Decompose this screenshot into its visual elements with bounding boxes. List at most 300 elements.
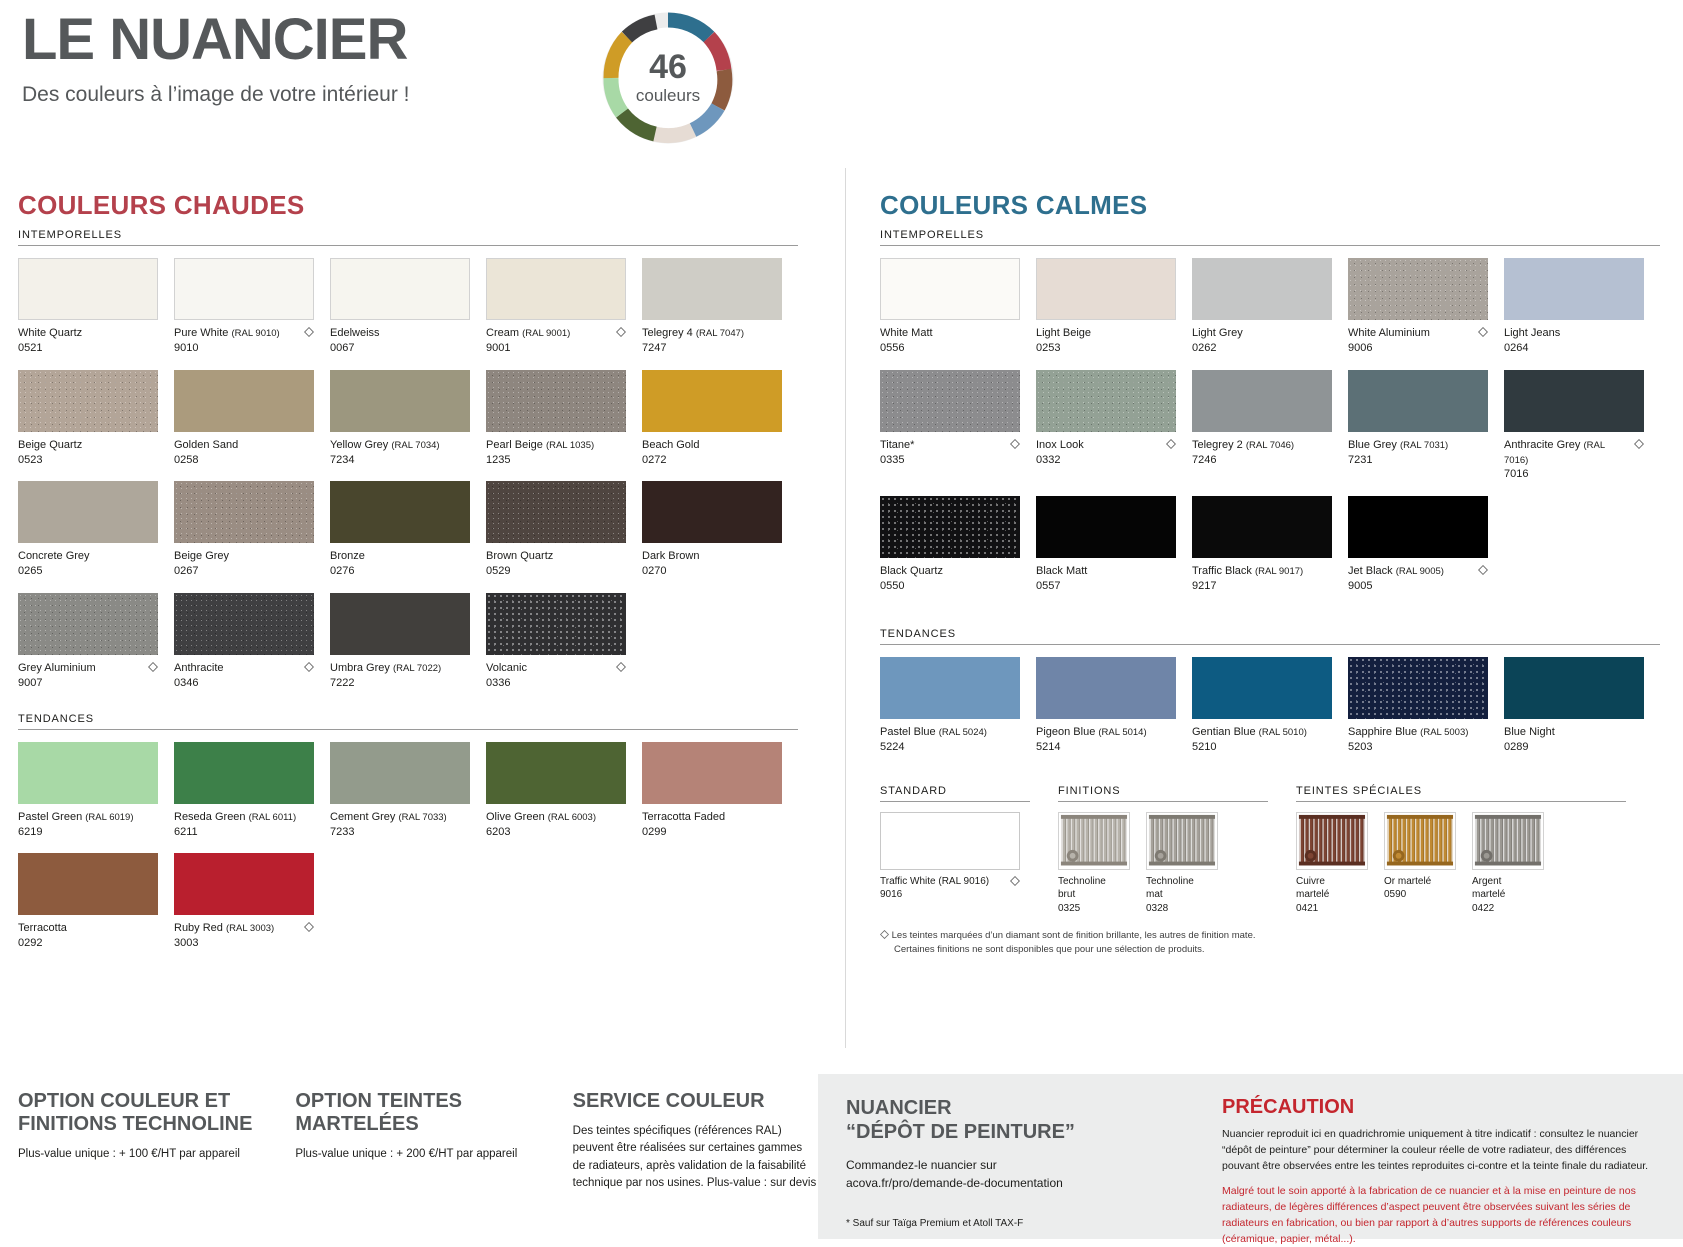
swatch-color	[1504, 258, 1644, 320]
swatch-code: 9001	[486, 341, 511, 354]
swatch-caption	[1192, 564, 1332, 594]
swatch-code: 0262	[1192, 341, 1217, 354]
swatch-caption	[18, 438, 158, 468]
swatch-name: Pastel Green	[18, 810, 83, 823]
swatch-name: Edelweiss	[330, 327, 380, 339]
swatch-caption	[330, 326, 470, 356]
footnote-line-1: Les teintes marquées d’un diamant sont de finition brillante, les autres de finition mate.	[891, 930, 1256, 942]
color-swatch	[486, 742, 626, 840]
bottom-grey-panel	[818, 1074, 1683, 1245]
swatch-caption	[1348, 564, 1488, 594]
color-swatch	[642, 742, 782, 840]
precaution-text-red: Malgré tout le soin apporté à la fabrication de ce nuancier et à la mise en peinture de nos radiateurs, de légères différences d’aspect peuvent être observées suivant les séries de radiateurs en fabrication, ou bien par rapport à d’autres supports de références couleurs (céramique, papier, métal...).	[1222, 1185, 1636, 1245]
swatch-code: 7016	[1504, 468, 1529, 481]
color-swatch	[1192, 370, 1332, 483]
swatch-color	[1058, 812, 1130, 870]
swatch-name: Anthracite	[174, 662, 224, 675]
standard-grid	[880, 812, 1030, 902]
option-colour-heading: OPTION COULEUR ET FINITIONS TECHNOLINE	[18, 1090, 253, 1135]
swatch-caption	[18, 921, 158, 951]
color-swatch	[1036, 496, 1176, 594]
swatch-color	[18, 481, 158, 543]
swatch-color	[642, 742, 782, 804]
swatch-ral: (RAL 5024)	[938, 726, 987, 738]
finish-swatch	[1146, 812, 1218, 916]
swatch-name: Yellow Grey	[330, 438, 389, 451]
swatch-color	[330, 481, 470, 543]
color-wheel-logo	[598, 8, 738, 148]
swatch-caption	[1192, 438, 1332, 468]
nuancier-heading-1: NUANCIER	[846, 1097, 952, 1119]
swatch-code: 0521	[18, 341, 43, 354]
standard-block	[880, 785, 1030, 916]
swatch-color	[174, 853, 314, 915]
swatch-color	[174, 593, 314, 655]
swatch-name: Beige Grey	[174, 550, 230, 563]
gloss-diamond-icon	[1010, 439, 1020, 449]
swatch-color	[18, 853, 158, 915]
swatch-name: Reseda Green	[174, 810, 246, 823]
swatch-caption	[1504, 326, 1644, 356]
option-hammered-text: Plus-value unique : + 200 €/HT par appareil	[295, 1148, 518, 1160]
swatch-ral: (RAL 9017)	[1254, 566, 1304, 578]
gloss-diamond-icon	[616, 662, 626, 672]
swatch-color	[1036, 370, 1176, 432]
finish-swatch	[1384, 812, 1456, 916]
swatch-code: 0422	[1472, 902, 1495, 914]
swatch-color	[880, 258, 1020, 320]
option-hammered-heading: OPTION TEINTES MARTELÉES	[295, 1090, 463, 1135]
swatch-color	[1504, 370, 1644, 432]
swatch-name: Bronze	[330, 550, 365, 563]
precaution-text: Nuancier reproduit ici en quadrichromie uniquement à titre indicatif : consultez le nuancier “dépôt de peinture” pour déterminer la couleur réelle de votre radiateur, des différences pouvant être observées entre les teintes reproduites ci-contre et la teinte finale du radiateur.	[1222, 1128, 1649, 1172]
color-swatch	[486, 481, 626, 579]
swatch-code: 5224	[880, 740, 905, 753]
color-swatch	[174, 853, 314, 951]
swatch-color	[1384, 812, 1456, 870]
swatch-color	[486, 481, 626, 543]
swatch-name: Technoline mat	[1146, 875, 1194, 901]
swatch-code: 7246	[1192, 453, 1217, 466]
color-swatch	[174, 370, 314, 468]
footnote-line-2: Certaines finitions ne sont disponibles que pour une sélection de produits.	[894, 944, 1205, 956]
swatch-name: Black Matt	[1036, 565, 1088, 578]
gloss-diamond-icon	[1478, 327, 1488, 337]
color-swatch	[1348, 370, 1488, 483]
swatch-code: 0421	[1296, 902, 1319, 914]
swatch-caption	[330, 438, 470, 468]
color-swatch	[880, 657, 1020, 755]
swatch-name: Light Beige	[1036, 327, 1092, 339]
swatch-code: 0556	[880, 341, 905, 354]
nuancier-heading-2: “DÉPÔT DE PEINTURE”	[846, 1121, 1075, 1143]
swatch-ral: (RAL 9010)	[231, 328, 280, 339]
option-colour-text: Plus-value unique : + 100 €/HT par appareil	[18, 1148, 240, 1160]
swatch-name: Umbra Grey	[330, 662, 390, 675]
warm-timeless-subhead	[18, 229, 798, 246]
swatch-code: 0276	[330, 565, 355, 578]
swatch-code: 9006	[1348, 341, 1373, 354]
finitions-title: FINITIONS	[1058, 785, 1268, 802]
swatch-caption	[880, 438, 1020, 468]
color-swatch	[1504, 370, 1644, 483]
swatch-code: 0325	[1058, 902, 1081, 914]
swatch-name: Beige Quartz	[18, 438, 83, 451]
swatch-ral: (RAL 5003)	[1420, 726, 1469, 738]
color-swatch	[642, 258, 782, 356]
warm-timeless-label: INTEMPORELLES	[18, 229, 130, 241]
swatch-caption	[174, 326, 314, 356]
swatch-caption	[1146, 875, 1218, 916]
swatch-code: 0292	[18, 937, 43, 950]
swatch-name: Telegrey 4	[642, 327, 693, 339]
swatch-caption	[18, 810, 158, 840]
swatch-code: 0336	[486, 676, 511, 689]
finish-swatch	[1472, 812, 1544, 916]
logo-count-label: couleurs	[635, 86, 701, 105]
swatch-name: Volcanic	[486, 662, 527, 675]
swatch-ral: (RAL 9001)	[522, 328, 571, 339]
swatch-name: Inox Look	[1036, 438, 1084, 451]
swatch-ral: (RAL 7046)	[1245, 439, 1295, 451]
color-swatch	[174, 742, 314, 840]
gloss-diamond-icon	[304, 327, 314, 337]
swatch-caption	[18, 661, 158, 691]
swatch-ral: (RAL 7047)	[695, 328, 745, 339]
swatch-color	[486, 742, 626, 804]
color-swatch	[330, 370, 470, 468]
swatch-color	[642, 370, 782, 432]
swatch-code: 0557	[1036, 580, 1061, 593]
swatch-caption	[486, 438, 626, 468]
swatch-name: White Quartz	[18, 327, 83, 339]
gloss-diamond-icon	[1478, 565, 1488, 575]
swatch-code: 0272	[642, 453, 667, 466]
page-title: LE NUANCIER	[22, 7, 408, 72]
swatch-name: Traffic Black	[1192, 565, 1252, 578]
calm-timeless-subhead	[880, 229, 1660, 246]
swatch-code: 0523	[18, 453, 43, 466]
swatch-name: Brown Quartz	[486, 550, 554, 563]
color-swatch	[18, 853, 158, 951]
swatch-color	[330, 742, 470, 804]
swatch-caption	[642, 438, 782, 468]
swatch-color	[1348, 657, 1488, 719]
teintes-speciales-grid	[1296, 812, 1626, 916]
swatch-code: 0335	[880, 453, 905, 466]
swatch-name: Black Quartz	[880, 565, 943, 578]
swatch-code: 0299	[642, 825, 667, 838]
swatch-caption	[18, 326, 158, 356]
swatch-code: 0264	[1504, 341, 1529, 354]
swatch-caption	[174, 810, 314, 840]
swatch-color	[1192, 370, 1332, 432]
swatch-ral: (RAL 7022)	[392, 663, 442, 675]
swatch-caption	[880, 875, 1020, 902]
swatch-ral: (RAL 7031)	[1399, 439, 1449, 451]
swatch-color	[1036, 496, 1176, 558]
color-swatch	[880, 258, 1020, 356]
swatch-code: 0253	[1036, 341, 1061, 354]
diamond-icon	[880, 930, 889, 939]
swatch-ral: (RAL 7034)	[391, 439, 440, 451]
swatch-ral: (RAL 6003)	[547, 811, 596, 823]
color-swatch	[642, 370, 782, 468]
swatch-name: Pastel Blue	[880, 725, 936, 738]
swatch-caption	[1504, 725, 1644, 755]
swatch-code: 0346	[174, 676, 199, 689]
radiator-icon	[1385, 813, 1455, 869]
warm-trends-label: TENDANCES	[18, 713, 102, 725]
swatch-color	[1146, 812, 1218, 870]
logo-count: 46	[649, 48, 687, 86]
standard-title: STANDARD	[880, 785, 1030, 802]
swatch-color	[1348, 370, 1488, 432]
swatch-caption	[174, 438, 314, 468]
finitions-grid	[1058, 812, 1268, 916]
swatch-caption	[486, 326, 626, 356]
nuancier-text-1: Commandez-le nuancier sur	[846, 1158, 997, 1172]
swatch-color	[1472, 812, 1544, 870]
swatch-color	[880, 496, 1020, 558]
swatch-color	[1504, 657, 1644, 719]
swatch-color	[1296, 812, 1368, 870]
swatch-code: 9005	[1348, 580, 1373, 593]
swatch-name: Olive Green	[486, 810, 545, 823]
swatch-code: 6219	[18, 825, 43, 838]
swatch-code: 0289	[1504, 740, 1529, 753]
swatch-code: 6203	[486, 825, 511, 838]
swatch-name: Titane*	[880, 438, 915, 451]
color-swatch	[1036, 258, 1176, 356]
swatch-caption	[1192, 326, 1332, 356]
color-swatch	[18, 370, 158, 468]
swatch-caption	[1036, 326, 1176, 356]
swatch-ral: (RAL 7033)	[398, 811, 447, 823]
calm-trends-grid	[880, 657, 1660, 769]
swatch-code: 9016	[880, 889, 903, 901]
calm-timeless-label: INTEMPORELLES	[880, 229, 992, 241]
precaution-block	[1222, 1096, 1657, 1247]
swatch-code: 7233	[330, 825, 355, 838]
warm-colors-section	[18, 190, 798, 965]
swatch-code: 9007	[18, 676, 43, 689]
color-swatch	[18, 593, 158, 691]
color-swatch	[486, 370, 626, 468]
service-couleur-heading: SERVICE COULEUR	[572, 1090, 765, 1112]
gloss-diamond-icon	[304, 662, 314, 672]
nuancier-order-block	[846, 1096, 1192, 1247]
swatch-color	[1192, 258, 1332, 320]
finish-swatch	[1058, 812, 1130, 916]
gloss-diamond-icon	[1634, 439, 1644, 449]
swatch-caption	[1036, 438, 1176, 468]
swatch-name: Blue Night	[1504, 725, 1555, 738]
swatch-code: 0258	[174, 453, 199, 466]
swatch-code: 0265	[18, 565, 43, 578]
logo-center	[618, 50, 718, 106]
color-swatch	[1036, 657, 1176, 755]
swatch-ral: (RAL 5010)	[1258, 726, 1307, 738]
swatch-name: Or martelé	[1384, 875, 1432, 887]
column-divider	[845, 168, 846, 1048]
swatch-caption	[642, 326, 782, 356]
swatch-color	[486, 593, 626, 655]
swatch-name: Anthracite Grey	[1504, 438, 1581, 451]
swatch-caption	[486, 549, 626, 579]
swatch-name: Cream	[486, 327, 520, 339]
swatch-color	[18, 370, 158, 432]
swatch-color	[1348, 258, 1488, 320]
swatch-code: 9217	[1192, 580, 1217, 593]
swatch-name: Telegrey 2	[1192, 438, 1243, 451]
color-swatch	[330, 742, 470, 840]
swatch-caption	[1472, 875, 1544, 916]
color-swatch	[174, 593, 314, 691]
swatch-name: Ruby Red	[174, 922, 223, 935]
swatch-caption	[1348, 725, 1488, 755]
swatch-name: Gentian Blue	[1192, 725, 1256, 738]
swatch-caption	[330, 549, 470, 579]
precaution-heading: PRÉCAUTION	[1222, 1096, 1355, 1118]
gloss-diamond-icon	[616, 327, 626, 337]
swatch-ral: (RAL 7016)	[1504, 439, 1605, 466]
swatch-name: Traffic White	[880, 875, 936, 887]
swatch-color	[1192, 496, 1332, 558]
calm-trends-label: TENDANCES	[880, 628, 964, 640]
swatch-code: 7234	[330, 453, 355, 466]
calm-trends-subhead	[880, 628, 1660, 645]
swatch-caption	[18, 549, 158, 579]
swatch-caption	[1504, 438, 1644, 483]
standard-swatch	[880, 812, 1020, 902]
swatch-code: 0590	[1384, 889, 1407, 901]
swatch-color	[330, 258, 470, 320]
swatch-color	[18, 258, 158, 320]
swatch-name: Pearl Beige	[486, 438, 543, 451]
swatch-code: 1235	[486, 453, 511, 466]
swatch-code: 0270	[642, 565, 667, 578]
swatch-caption	[330, 810, 470, 840]
swatch-color	[880, 370, 1020, 432]
swatch-name: Argent martelé	[1472, 875, 1506, 901]
swatch-code: 3003	[174, 937, 199, 950]
color-swatch	[1036, 370, 1176, 483]
swatch-color	[330, 370, 470, 432]
swatch-code: 0267	[174, 565, 199, 578]
color-swatch	[1504, 657, 1644, 755]
swatch-name: Jet Black	[1348, 565, 1393, 578]
swatch-caption	[1036, 564, 1176, 594]
calm-colors-section	[880, 190, 1660, 958]
finish-footnote	[880, 929, 1660, 958]
swatch-color	[880, 812, 1020, 870]
swatch-caption	[486, 810, 626, 840]
swatch-caption	[1192, 725, 1332, 755]
warm-timeless-grid	[18, 258, 798, 705]
swatch-caption	[880, 725, 1020, 755]
swatch-caption	[880, 326, 1020, 356]
swatch-code: 5210	[1192, 740, 1217, 753]
swatch-caption	[1384, 875, 1456, 902]
swatch-color	[174, 742, 314, 804]
color-swatch	[880, 496, 1020, 594]
radiator-icon	[1147, 813, 1217, 869]
swatch-caption	[174, 661, 314, 691]
color-swatch	[18, 742, 158, 840]
swatch-code: 7231	[1348, 453, 1373, 466]
swatch-name: Cement Grey	[330, 810, 396, 823]
bottom-options	[18, 1090, 818, 1192]
swatch-code: 5203	[1348, 740, 1373, 753]
swatch-ral: (RAL 1035)	[545, 439, 595, 451]
swatch-caption	[642, 549, 782, 579]
warm-trends-grid	[18, 742, 798, 965]
color-swatch	[486, 258, 626, 356]
warm-section-title: COULEURS CHAUDES	[18, 190, 305, 220]
swatch-caption	[880, 564, 1020, 594]
color-swatch	[1504, 258, 1644, 356]
swatch-color	[1036, 258, 1176, 320]
swatch-code: 0550	[880, 580, 905, 593]
swatch-name: Technoline brut	[1058, 875, 1106, 901]
color-swatch	[330, 481, 470, 579]
swatch-color	[642, 481, 782, 543]
color-swatch	[642, 481, 782, 579]
swatch-color	[174, 481, 314, 543]
swatch-caption	[642, 810, 782, 840]
color-swatch	[486, 593, 626, 691]
finishes-row	[880, 785, 1660, 916]
swatch-name: White Aluminium	[1348, 327, 1430, 339]
color-swatch	[1192, 657, 1332, 755]
swatch-ral: (RAL 3003)	[225, 923, 275, 935]
color-swatch	[18, 258, 158, 356]
swatch-color	[1036, 657, 1176, 719]
finish-swatch	[1296, 812, 1368, 916]
swatch-code: 6211	[174, 825, 198, 838]
swatch-name: Pigeon Blue	[1036, 725, 1096, 738]
swatch-color	[642, 258, 782, 320]
swatch-caption	[174, 549, 314, 579]
gloss-diamond-icon	[1010, 876, 1020, 886]
nuancier-footnote: * Sauf sur Taïga Premium et Atoll TAX-F	[846, 1218, 1024, 1229]
swatch-name: Terracotta Faded	[642, 810, 726, 823]
swatch-code: 0067	[330, 341, 355, 354]
option-hammered-block	[295, 1090, 540, 1192]
nuancier-url[interactable]: acova.fr/pro/demande-de-documentation	[846, 1176, 1063, 1190]
radiator-icon	[1473, 813, 1543, 869]
swatch-color	[174, 370, 314, 432]
swatch-ral: (RAL 9005)	[1395, 566, 1444, 578]
calm-section-title: COULEURS CALMES	[880, 190, 1148, 220]
gloss-diamond-icon	[148, 662, 158, 672]
color-swatch	[1192, 496, 1332, 594]
swatch-caption	[486, 661, 626, 691]
swatch-color	[486, 258, 626, 320]
swatch-name: Grey Aluminium	[18, 662, 96, 675]
swatch-name: Pure White	[174, 327, 229, 339]
swatch-name: Light Jeans	[1504, 327, 1561, 339]
swatch-caption	[330, 661, 470, 691]
swatch-name: Dark Brown	[642, 550, 700, 563]
swatch-color	[880, 657, 1020, 719]
swatch-name: Cuivre martelé	[1296, 875, 1330, 901]
finitions-block	[1058, 785, 1268, 916]
swatch-color	[330, 593, 470, 655]
radiator-icon	[1059, 813, 1129, 869]
swatch-code: 9010	[174, 341, 199, 354]
